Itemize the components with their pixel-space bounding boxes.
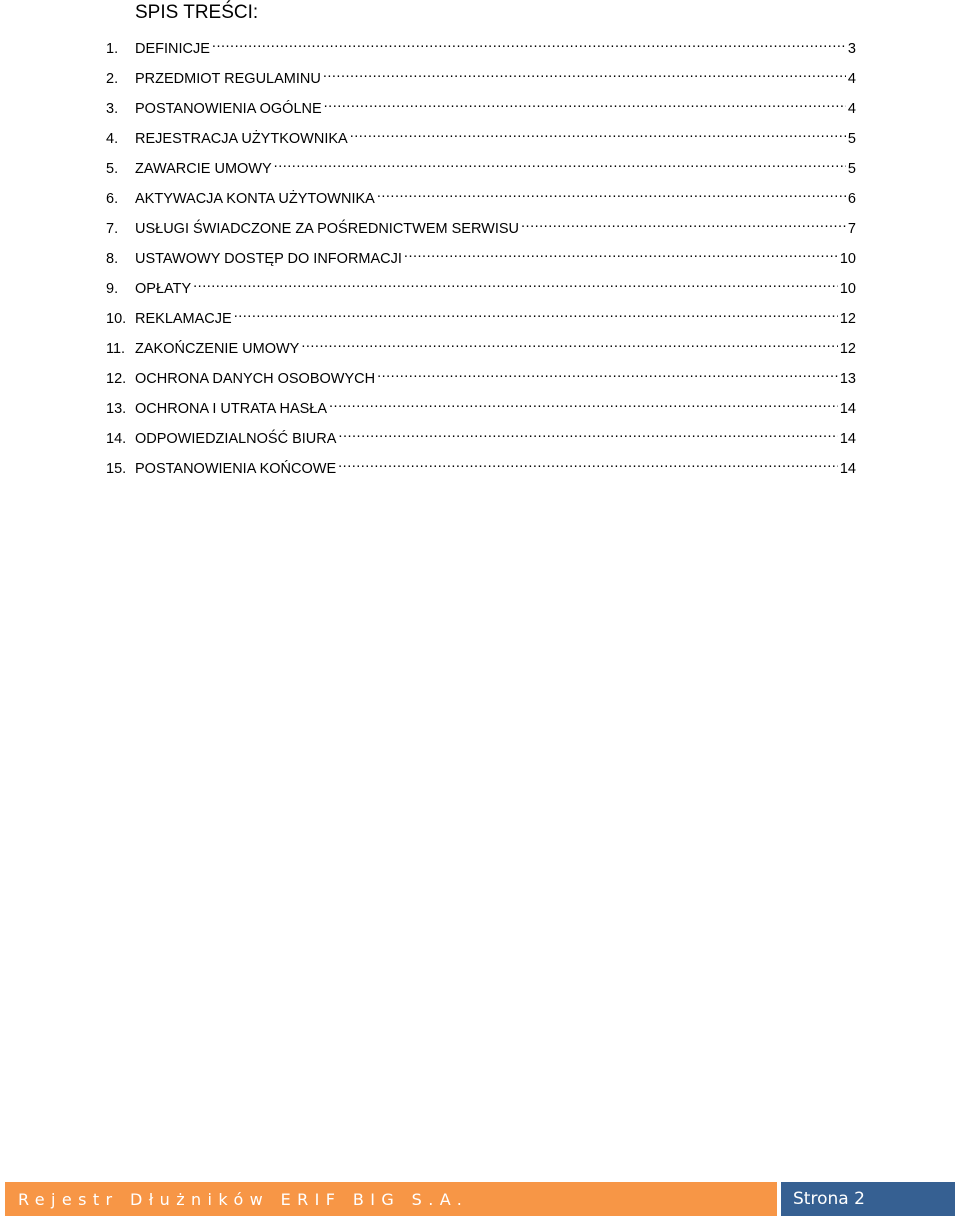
toc-item-page: 12 bbox=[839, 341, 856, 357]
toc-dot-leader bbox=[329, 393, 838, 413]
toc-item-number: 5. bbox=[106, 161, 119, 177]
toc-dot-leader bbox=[301, 333, 838, 353]
toc-item-number: 12. bbox=[106, 371, 127, 387]
toc-dot-leader bbox=[377, 363, 838, 383]
toc-dot-leader bbox=[377, 183, 846, 203]
toc-item-number: 2. bbox=[106, 71, 119, 87]
toc-item-label: ZAKOŃCZENIE UMOWY bbox=[135, 341, 300, 357]
toc-dot-leader bbox=[234, 303, 838, 323]
toc-item-przedmiot-regulaminu[interactable] bbox=[106, 63, 856, 93]
toc-item-label: AKTYWACJA KONTA UŻYTOWNIKA bbox=[135, 191, 375, 207]
toc-item-page: 6 bbox=[847, 191, 856, 207]
toc-item-number: 9. bbox=[106, 281, 119, 297]
toc-dot-leader bbox=[193, 273, 838, 293]
toc-dot-leader bbox=[404, 243, 838, 263]
toc-item-label: ODPOWIEDZIALNOŚĆ BIURA bbox=[135, 431, 337, 447]
footer-company-bar bbox=[5, 1182, 777, 1216]
toc-item-number: 3. bbox=[106, 101, 119, 117]
toc-item-number: 11. bbox=[106, 341, 126, 357]
toc-item-aktywacja-konta[interactable] bbox=[106, 183, 856, 213]
toc-item-number: 8. bbox=[106, 251, 119, 267]
toc-item-page: 14 bbox=[839, 461, 856, 477]
toc-item-rejestracja-uzytkownika[interactable] bbox=[106, 123, 856, 153]
page-footer bbox=[5, 1182, 955, 1216]
toc-item-label: DEFINICJE bbox=[135, 41, 210, 57]
toc-item-oplaty[interactable] bbox=[106, 273, 856, 303]
toc-dot-leader bbox=[274, 153, 846, 173]
toc-item-odpowiedzialnosc-biura[interactable] bbox=[106, 423, 856, 453]
toc-item-label: OCHRONA DANYCH OSOBOWYCH bbox=[135, 371, 376, 387]
table-of-contents bbox=[106, 33, 856, 483]
toc-item-label: PRZEDMIOT REGULAMINU bbox=[135, 71, 321, 87]
toc-item-page: 13 bbox=[839, 371, 856, 387]
toc-item-reklamacje[interactable] bbox=[106, 303, 856, 333]
toc-item-label: REJESTRACJA UŻYTKOWNIKA bbox=[135, 131, 348, 147]
toc-dot-leader bbox=[338, 453, 838, 473]
toc-item-zawarcie-umowy[interactable] bbox=[106, 153, 856, 183]
toc-item-ochrona-hasla[interactable] bbox=[106, 393, 856, 423]
toc-item-page: 3 bbox=[847, 41, 856, 57]
toc-item-label: ZAWARCIE UMOWY bbox=[135, 161, 272, 177]
toc-item-page: 4 bbox=[847, 101, 856, 117]
toc-dot-leader bbox=[338, 423, 837, 443]
toc-item-number: 10. bbox=[106, 311, 127, 327]
toc-item-label: REKLAMACJE bbox=[135, 311, 232, 327]
toc-dot-leader bbox=[350, 123, 846, 143]
toc-item-page: 10 bbox=[839, 281, 856, 297]
footer-company-name: Rejestr Dłużników ERIF BIG S.A. bbox=[18, 1189, 469, 1209]
toc-item-page: 12 bbox=[839, 311, 856, 327]
toc-item-label: OPŁATY bbox=[135, 281, 192, 297]
toc-item-label: USTAWOWY DOSTĘP DO INFORMACJI bbox=[135, 251, 402, 267]
toc-item-postanowienia-ogolne[interactable] bbox=[106, 93, 856, 123]
toc-item-ustawowy-dostep[interactable] bbox=[106, 243, 856, 273]
toc-item-label: POSTANOWIENIA OGÓLNE bbox=[135, 101, 322, 117]
toc-item-uslugi-swiadczone[interactable] bbox=[106, 213, 856, 243]
toc-item-number: 14. bbox=[106, 431, 127, 447]
toc-dot-leader bbox=[212, 33, 846, 53]
toc-dot-leader bbox=[521, 213, 846, 233]
toc-item-page: 14 bbox=[839, 401, 856, 417]
toc-item-page: 14 bbox=[839, 431, 856, 447]
toc-item-label: OCHRONA I UTRATA HASŁA bbox=[135, 401, 328, 417]
toc-item-label: USŁUGI ŚWIADCZONE ZA POŚREDNICTWEM SERWISU bbox=[135, 221, 520, 237]
toc-item-zakonczenie-umowy[interactable] bbox=[106, 333, 856, 363]
toc-item-page: 4 bbox=[847, 71, 856, 87]
toc-item-postanowienia-koncowe[interactable] bbox=[106, 453, 856, 483]
toc-item-page: 5 bbox=[847, 131, 856, 147]
toc-dot-leader bbox=[324, 93, 846, 113]
toc-item-label: POSTANOWIENIA KOŃCOWE bbox=[135, 461, 337, 477]
toc-item-page: 7 bbox=[847, 221, 856, 237]
toc-title: SPIS TREŚCI: bbox=[135, 2, 259, 23]
toc-dot-leader bbox=[323, 63, 846, 83]
toc-item-number: 13. bbox=[106, 401, 127, 417]
footer-page-number: Strona 2 bbox=[793, 1189, 865, 1209]
toc-item-number: 15. bbox=[106, 461, 127, 477]
toc-item-page: 10 bbox=[839, 251, 856, 267]
toc-item-number: 6. bbox=[106, 191, 119, 207]
toc-item-number: 7. bbox=[106, 221, 119, 237]
toc-item-number: 4. bbox=[106, 131, 119, 147]
footer-page-bar bbox=[781, 1182, 955, 1216]
toc-item-definicje[interactable] bbox=[106, 33, 856, 63]
toc-item-ochrona-danych[interactable] bbox=[106, 363, 856, 393]
toc-item-page: 5 bbox=[847, 161, 856, 177]
toc-item-number: 1. bbox=[106, 41, 119, 57]
